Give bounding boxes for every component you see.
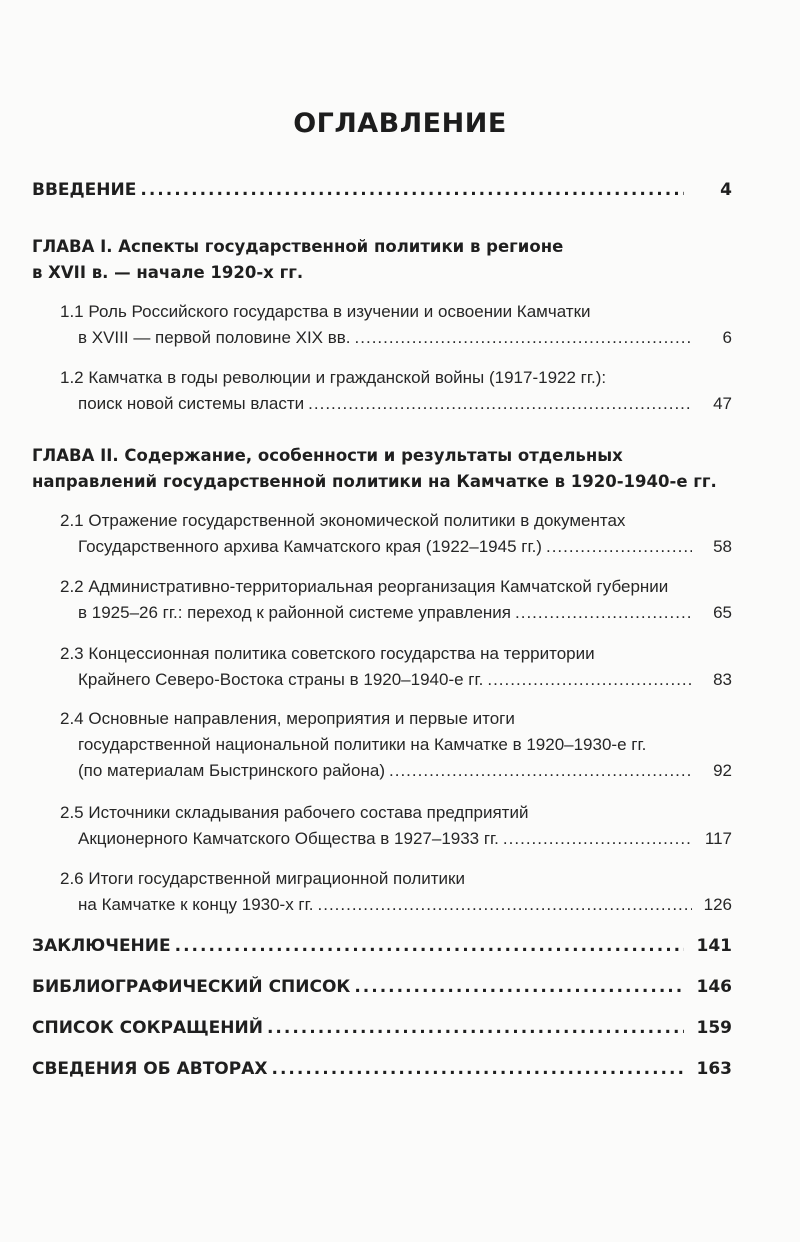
toc-section-2-2[interactable]	[32, 574, 732, 626]
page-number: 47	[713, 394, 732, 413]
chapter-title-line: в XVII в. — начале 1920-х гг.	[32, 263, 304, 282]
chapter-2-heading[interactable]	[32, 443, 732, 495]
toc-entry-conclusion[interactable]	[32, 936, 732, 956]
section-title-line: Государственного архива Камчатского края (1922–1945 гг.)	[78, 537, 542, 556]
section-title-line: 2.2 Административно-территориальная реорганизация Камчатской губернии	[60, 577, 669, 596]
toc-section-2-4[interactable]	[32, 706, 732, 784]
dot-leader	[503, 826, 692, 852]
page-number: 4	[720, 180, 732, 200]
page-number: 6	[722, 328, 732, 347]
page-number: 83	[713, 670, 732, 689]
dot-leader	[354, 977, 684, 997]
section-title-line: на Камчатке к концу 1930-х гг.	[78, 895, 314, 914]
entry-label: ВВЕДЕНИЕ	[32, 180, 137, 200]
dot-leader	[389, 758, 692, 784]
section-title-line: 1.2 Камчатка в годы революции и гражданской войны (1917-1922 гг.):	[60, 368, 607, 387]
entry-label: ЗАКЛЮЧЕНИЕ	[32, 936, 171, 956]
dot-leader	[271, 1059, 684, 1079]
chapter-title-line: ГЛАВА II. Содержание, особенности и результаты отдельных	[32, 446, 623, 465]
toc-section-2-6[interactable]	[32, 866, 732, 918]
page-number: 163	[696, 1059, 732, 1079]
dot-leader	[515, 600, 692, 626]
page-number: 65	[713, 603, 732, 622]
entry-label: СВЕДЕНИЯ ОБ АВТОРАХ	[32, 1059, 268, 1079]
page-title: ОГЛАВЛЕНИЕ	[293, 108, 507, 139]
chapter-title-line: ГЛАВА I. Аспекты государственной политики в регионе	[32, 237, 564, 256]
section-title-line: Крайнего Северо-Востока страны в 1920–1940-е гг.	[78, 670, 484, 689]
section-title-line: 2.3 Концессионная политика советского государства на территории	[60, 644, 595, 663]
section-title-line: в XVIII — первой половине XIX вв.	[78, 328, 351, 347]
dot-leader	[308, 391, 692, 417]
page-number: 117	[704, 829, 732, 848]
section-title-line: Акционерного Камчатского Общества в 1927–1933 гг.	[78, 829, 499, 848]
dot-leader	[140, 180, 684, 200]
toc-section-2-3[interactable]	[32, 641, 732, 693]
page-number: 159	[696, 1018, 732, 1038]
toc-entry-bibliography[interactable]	[32, 977, 732, 997]
section-title-line: 2.4 Основные направления, мероприятия и первые итоги	[60, 709, 515, 728]
page-number: 146	[696, 977, 732, 997]
chapter-title-line: направлений государственной политики на Камчатке в 1920-1940-е гг.	[32, 472, 717, 491]
page-number: 92	[713, 761, 732, 780]
section-title-line: (по материалам Быстринского района)	[78, 761, 386, 780]
section-title-line: 2.1 Отражение государственной экономической политики в документах	[60, 511, 626, 530]
dot-leader	[318, 892, 693, 918]
dot-leader	[175, 936, 684, 956]
page-number: 58	[713, 537, 732, 556]
section-title-line: 2.5 Источники складывания рабочего состава предприятий	[60, 803, 529, 822]
toc-entry-abbreviations[interactable]	[32, 1018, 732, 1038]
section-title-line: 2.6 Итоги государственной миграционной политики	[60, 869, 465, 888]
chapter-1-heading[interactable]	[32, 234, 732, 286]
section-title-line: государственной национальной политики на Камчатке в 1920–1930-е гг.	[78, 735, 647, 754]
section-title-line: поиск новой системы власти	[78, 394, 305, 413]
section-title-line: 1.1 Роль Российского государства в изучении и освоении Камчатки	[60, 302, 591, 321]
page-number: 141	[696, 936, 732, 956]
toc-entry-introduction[interactable]	[32, 180, 732, 200]
toc-section-1-1[interactable]	[32, 299, 732, 351]
toc-section-2-1[interactable]	[32, 508, 732, 560]
section-title-line: в 1925–26 гг.: переход к районной системе управления	[78, 603, 511, 622]
toc-section-1-2[interactable]	[32, 365, 732, 417]
entry-label: СПИСОК СОКРАЩЕНИЙ	[32, 1018, 263, 1038]
dot-leader	[355, 325, 692, 351]
dot-leader	[267, 1018, 684, 1038]
page-number: 126	[703, 895, 732, 914]
toc-entry-authors[interactable]	[32, 1059, 732, 1079]
entry-label: БИБЛИОГРАФИЧЕСКИЙ СПИСОК	[32, 977, 351, 997]
toc-section-2-5[interactable]	[32, 800, 732, 852]
dot-leader	[487, 667, 692, 693]
dot-leader	[546, 534, 692, 560]
